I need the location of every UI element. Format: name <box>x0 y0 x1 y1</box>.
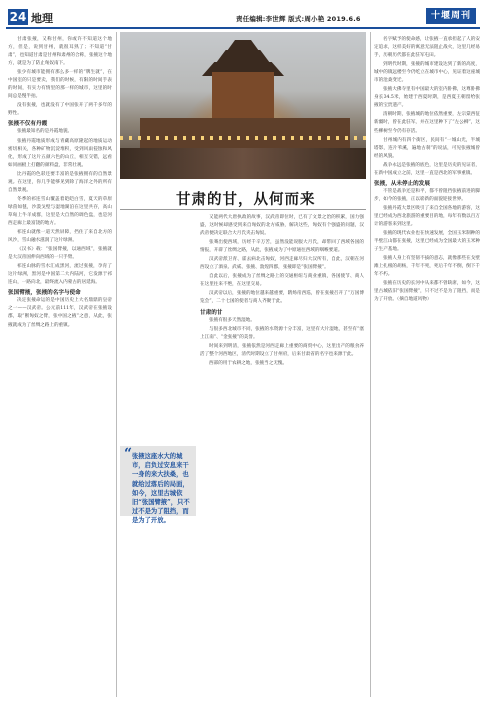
paragraph: 汉武帝以后，张掖的地位越来越重要，隋炀帝西巡，曾在张掖召开了“万国博览会”，二十七国的使者与商人齐聚于此。 <box>200 291 364 305</box>
column-2 <box>200 214 364 696</box>
column-divider <box>370 32 371 697</box>
paragraph: 甘肃张掖，又称甘州，你或许不知道这个地方，但是，说到甘州，就很耳熟了；不知道“甘肃”，也知道甘肃是甘州和肃州的合称，张掖这个地方，就是为了防止匈奴南下。 <box>8 37 112 67</box>
page-header <box>0 0 486 26</box>
column-2-left-bottom <box>120 520 194 696</box>
paragraph: 张掖最知名的是丹霞地貌。 <box>17 129 73 135</box>
paragraph: 张少有城市能拥有那么多一样的“牌生就”，在中国室的只是要卖，我们的时候，有限的时间手表的时间，有实力有情里的那一样的城市，这里的时间总是慢半拍。 <box>8 70 112 100</box>
paragraph: 到明代时期，张掖的城市建设达到了新的高度，城中的镇远楼至今仍屹立在城市中心，见证着这座城市的沧桑变迁。 <box>374 62 480 84</box>
subheading: 张掖不仅有丹霞 <box>8 121 48 128</box>
paragraph: 冬季的祁连雪山覆盖着皑皑白雪，夏天的草原绿茵如毯，沙漠戈壁与湿地湖泊在这里共存，高山草甸上牛羊成群，这里是大自然的调色盘，也是河西走廊上最富饶的地方。 <box>8 196 112 226</box>
section-title: 地理 <box>31 12 53 25</box>
paragraph: 不管是战争还是和平，都不曾阻挡张掖前进的脚步，如今的张掖，正以崭新的面貌迎接世界。 <box>374 188 480 202</box>
quote-mark-icon: “ <box>124 446 133 462</box>
paragraph: 祁连山就像一道天然屏障，挡住了来自北方的风沙，雪山融水滋润了这片绿洲。 <box>8 230 112 244</box>
header-rule <box>6 27 480 29</box>
subheading: 甘肃的甘 <box>200 309 223 316</box>
paragraph: 张骞出使西域，历经千辛万苦，虽然没能说服大月氏，却带回了西域各国的情报，开辟了丝绸之路，从此，张掖成为了中原通往西域的咽喉要道。 <box>200 240 364 254</box>
paragraph: 张掖丹霞大景区吸引了来自全国各地的游客，这里已经成为西北旅游的重要目的地，每年有数以百万计的游客来到这里。 <box>374 205 480 227</box>
paragraph: 汉武帝派卫青、霍去病北击匈奴，河西走廊尽归大汉所有，自此，汉朝在河西设立了酒泉、武威、张掖、敦煌四郡，张掖即是“张国臂掖”。 <box>200 257 364 271</box>
article-title: 甘肃的甘，从何而来 <box>176 191 316 208</box>
paragraph: 张掖人身上有坚韧不拔的意志，就像那些在戈壁滩上扎根的胡杨，千年不死，死后千年不倒，倒下千年不朽。 <box>374 256 480 278</box>
paragraph: 名字赋予的使命感，让张掖一直承担起了人的安定追求，这样美好的寓意无法阻止战火，这里几经易手，历朝历代都在此驻军屯田。 <box>374 37 480 59</box>
paragraph: 又能两代大唐执政的故事，汉武帝即位时，已有了文景之治的积累，国力强盛，这时候却感受到来自匈奴的北方威胁，解决这些，匈奴有个强盛的问题，汉武帝便决定联合大月氏夹击匈奴。 <box>200 215 364 237</box>
paragraph: 战争永远是张掖的底色，这里是历史的见证者，在新中国成立之前，这里一直是西北的军事重镇。 <box>374 162 480 176</box>
column-2-left <box>120 214 194 442</box>
paragraph: 张掖的现代农业也在快速发展，全国玉米制种的半壁江山都在张掖，这里已经成为全国最大的玉米种子生产基地。 <box>374 231 480 253</box>
title-rule <box>120 209 366 210</box>
editor-meta: 责任编辑:李世辉 版式:周小艳 2019.6.6 <box>236 15 361 23</box>
pull-quote <box>120 446 196 525</box>
paragraph: 甘州城内有四个街区，民间有“一城山光，半城塔影，连片苇溪，遍地古刹”的说法，可见张掖城曾经的风貌。 <box>374 137 480 159</box>
paragraph: 清朝时期，张掖城的地位依然重要，左宗棠西征新疆时，曾在此驻军，并在这里种下了“左公柳”，这些柳树至今仍有存活。 <box>374 112 480 134</box>
column-divider <box>116 32 117 697</box>
paragraph: 比丹霞的色彩还要丰富的是张掖拥有的自然景观。在这里，你几乎能够见到除了海洋之外的所有自然景观。 <box>8 171 112 193</box>
paragraph: 张掖有很多天然湿地。 <box>209 317 255 323</box>
paragraph: 《汉书》载：“张国臂掖，以通西域”，张掖就是大汉帝国伸向西域的一只手臂。 <box>8 247 112 261</box>
paragraph: 决定张掖命运的是中国历史上大名鼎鼎的皇帝之一——汉武帝。公元前111年，汉武帝在张掖设郡，取“断匈奴之臂，张中国之掖”之意，从此，张掖就成为了丝绸之路上的重镇。 <box>8 298 112 328</box>
paragraph: 自此以后，张掖成为了丝绸之路上的交通枢纽与商业重镇，各国使节、商人在这里往来不绝，在这里交易。 <box>200 274 364 288</box>
paragraph: 祁连山脉的雪水汇成黑河，流过张掖，孕育了这片绿洲，黑河是中国第二大内陆河，它发源于祁连山，一路向北，最终流入内蒙古的居延海。 <box>8 264 112 286</box>
column-1 <box>8 36 112 696</box>
paragraph: 时间来到明清，张掖依然是河西走廊上重要的商贸中心，这里出产的粮食养活了整个河西地区，清代时期设立了甘州府，后来甘肃省的名字也来源于此。 <box>200 343 364 357</box>
page-number: 24 <box>9 10 27 24</box>
paragraph: 张掖丹霞地质形成与青藏高原隆起的地质运动密切相关，各种矿物沉淀堆积，受到风雨侵蚀和风化，形成了这片五颜六色的山丘，相互交错，远看如同画板上打翻的颜料盘，非常壮观。 <box>8 138 112 168</box>
subheading: 张掖，从未停止的发展 <box>374 180 430 187</box>
pull-quote-text: 张掖这座水大的城市，启负过安息来干一身的来大扶桑，也就给过落后的局面，如今，这里古城依旧“张国臂掖”，只不过不是为了阻挡，而是为了开放。 <box>132 453 190 525</box>
paragraph: 张掖在历史的长河中从来都不曾缺席，如今，这里古城依旧“张国臂掖”，只不过不是为了阻挡，而是为了开放。（摘自地道风物） <box>374 281 480 303</box>
paper-name: 十堰周刊 <box>426 8 476 24</box>
column-3 <box>374 36 480 696</box>
subheading: 张国臂掖，张掖的名字与使命 <box>8 290 81 297</box>
zhangye-night-photo <box>120 32 366 179</box>
paragraph: 没有张掖，也就没有了中国张开了两千多年的野性。 <box>8 103 112 117</box>
paragraph: 与很多西北城市不同，张掖的水资源十分丰富，这里有大片湿地，甚至有“塞上江南”、“金张掖”的美誉。 <box>200 326 364 340</box>
paragraph: 张掖大佛寺里有中国最大的室内卧佛，这尊卧佛身长34.5米，始建于西夏时期，是西夏王朝留给张掖的宝贵遗产。 <box>374 87 480 109</box>
paragraph: 西部的用于农耕之地，张掖当之无愧。 <box>209 360 288 366</box>
